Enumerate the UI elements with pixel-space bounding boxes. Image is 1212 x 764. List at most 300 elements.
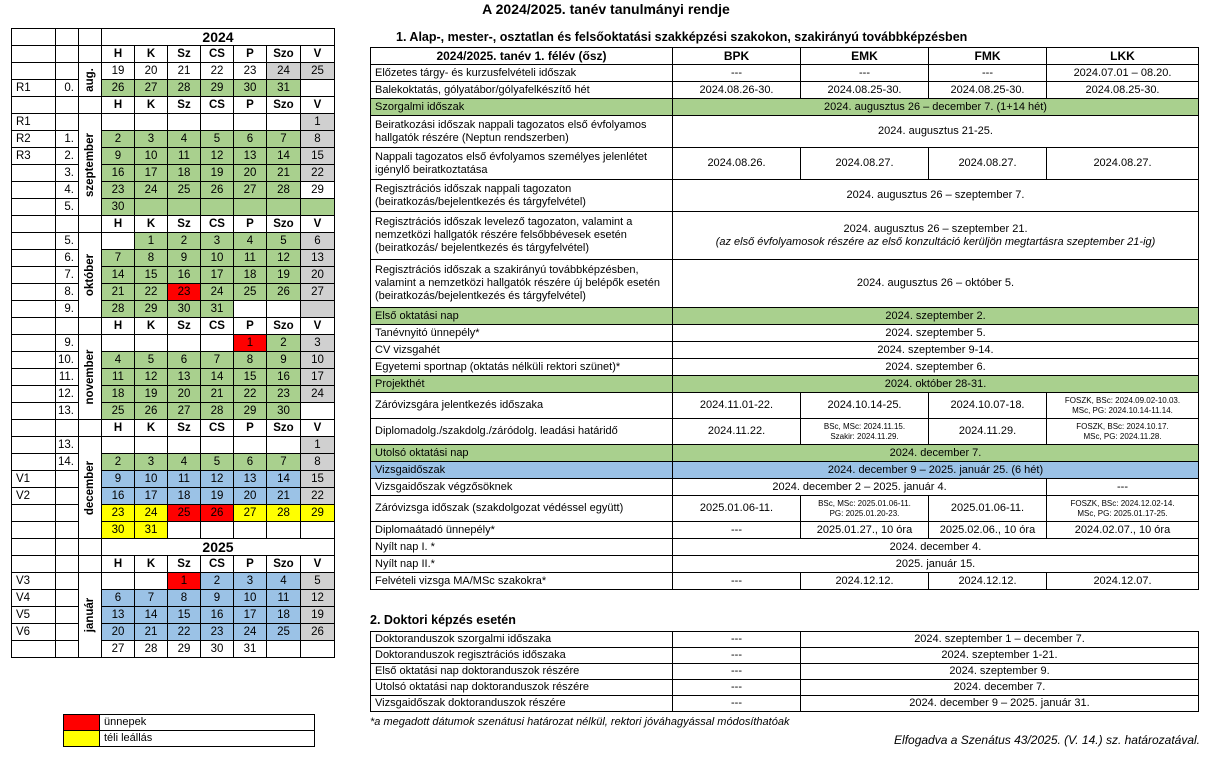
- day-cell: 20: [234, 488, 267, 505]
- column-header: LKK: [1047, 48, 1199, 65]
- day-cell: 17: [301, 369, 335, 386]
- day-cell: 28: [168, 80, 201, 97]
- column-header: EMK: [801, 48, 929, 65]
- cell-value: 2025.02.06., 10 óra: [929, 522, 1047, 539]
- day-cell: 31: [201, 301, 234, 318]
- day-cell: 3: [201, 233, 234, 250]
- day-cell: [102, 437, 135, 454]
- registration-code: [12, 233, 56, 250]
- registration-code: [12, 165, 56, 182]
- day-cell: 25: [168, 505, 201, 522]
- calendar-row: [12, 267, 335, 284]
- day-cell: 8: [168, 590, 201, 607]
- registration-code: [12, 267, 56, 284]
- month-label-text: január: [84, 597, 96, 633]
- day-cell: [301, 199, 335, 216]
- week-number: 5.: [56, 199, 79, 216]
- registration-code: [12, 63, 56, 80]
- day-cell: 31: [135, 522, 168, 539]
- calendar-row: [12, 420, 335, 437]
- cell-value: BSc, MSc: 2025.01.06-11. PG: 2025.01.20-23.: [801, 496, 929, 522]
- day-header: K: [135, 216, 168, 233]
- day-header: V: [301, 97, 335, 114]
- cell-value: ---: [673, 680, 801, 696]
- day-cell: 18: [267, 607, 301, 624]
- day-cell: 28: [267, 505, 301, 522]
- merged-value: 2024. december 4.: [673, 539, 1199, 556]
- row-label: Regisztrációs időszak a szakirányú továbbképzésben, valamint a nemzetközi hallgatók részére új belépők esetén (beiratkozás/bejelentkezés és tárgyfelvétel): [371, 260, 673, 308]
- cell-value: BSc, MSc: 2024.11.15. Szakir: 2024.11.29.: [801, 419, 929, 445]
- calendar-row: [12, 165, 335, 182]
- day-cell: 5: [201, 454, 234, 471]
- legend-label: téli leállás: [100, 731, 315, 747]
- day-cell: 16: [267, 369, 301, 386]
- row-label: Projekthét: [371, 376, 673, 393]
- day-cell: [168, 114, 201, 131]
- day-header: Sz: [168, 318, 201, 335]
- day-cell: 15: [301, 471, 335, 488]
- cell-value: 2024.12.12.: [801, 573, 929, 590]
- day-cell: 2: [102, 131, 135, 148]
- calendar-row: [12, 250, 335, 267]
- calendar-row: [12, 80, 335, 97]
- calendar-row: [12, 233, 335, 250]
- day-cell: 9: [102, 148, 135, 165]
- calendar-row: [12, 522, 335, 539]
- cell-value: 2025.01.06-11.: [673, 496, 801, 522]
- merged-value: 2024. szeptember 1-21.: [801, 648, 1199, 664]
- day-cell: 3: [301, 335, 335, 352]
- day-cell: 7: [267, 131, 301, 148]
- day-header: K: [135, 46, 168, 63]
- schedule-row: [371, 539, 1199, 556]
- month-label-text: szeptember: [84, 132, 96, 197]
- day-header: Sz: [168, 46, 201, 63]
- cal-blank: [56, 29, 79, 46]
- merged-value: 2024. december 9 – 2025. január 31.: [801, 696, 1199, 712]
- day-cell: 15: [168, 607, 201, 624]
- row-label: Diplomaátadó ünnepély*: [371, 522, 673, 539]
- day-header: P: [234, 420, 267, 437]
- day-cell: 26: [267, 284, 301, 301]
- day-cell: 10: [135, 148, 168, 165]
- cell-value: 2024.10.14-25.: [801, 393, 929, 419]
- day-cell: 27: [102, 641, 135, 658]
- day-cell: 23: [168, 284, 201, 301]
- registration-code: [12, 386, 56, 403]
- row-label: Nyílt nap I. *: [371, 539, 673, 556]
- calendar-row: [12, 131, 335, 148]
- week-number: [56, 573, 79, 590]
- cell-value: 2025.01.27., 10 óra: [801, 522, 929, 539]
- day-cell: 25: [102, 403, 135, 420]
- day-header: V: [301, 46, 335, 63]
- merged-value: 2024. december 2 – 2025. január 4.: [673, 479, 1047, 496]
- day-cell: 27: [234, 182, 267, 199]
- week-number: [56, 624, 79, 641]
- week-number: [56, 114, 79, 131]
- doctoral-row: [371, 632, 1199, 648]
- day-cell: [301, 641, 335, 658]
- schedule-row: [371, 462, 1199, 479]
- month-label-aug: [79, 63, 102, 97]
- calendar-row: [12, 63, 335, 80]
- cell-value: 2024.07.01 – 08.20.: [1047, 65, 1199, 82]
- day-cell: 2: [201, 573, 234, 590]
- row-label: Tanévnyitó ünnepély*: [371, 325, 673, 342]
- day-cell: 21: [201, 386, 234, 403]
- schedule-row: [371, 260, 1199, 308]
- day-cell: 24: [201, 284, 234, 301]
- cell-value: ---: [673, 696, 801, 712]
- merged-value: 2024. szeptember 9.: [801, 664, 1199, 680]
- day-cell: 19: [201, 165, 234, 182]
- day-cell: 19: [267, 267, 301, 284]
- legend: [63, 714, 315, 747]
- day-cell: [168, 199, 201, 216]
- merged-value: 2024. december 9 – 2025. január 25. (6 hét): [673, 462, 1199, 479]
- cal-blank: [12, 539, 56, 556]
- day-cell: 22: [135, 284, 168, 301]
- day-header: CS: [201, 556, 234, 573]
- registration-code: V4: [12, 590, 56, 607]
- row-label: Regisztrációs időszak levelező tagozaton, valamint a nemzetközi hallgatók részére felsőbbévesek esetén (beiratkozás/ bejelentkezés és tárgyfelvétel): [371, 212, 673, 260]
- day-cell: 20: [234, 165, 267, 182]
- week-number: [56, 471, 79, 488]
- cal-blank: [56, 556, 79, 573]
- day-cell: 20: [301, 267, 335, 284]
- week-number: [56, 607, 79, 624]
- day-header: H: [102, 46, 135, 63]
- cal-blank: [12, 216, 56, 233]
- day-cell: 27: [234, 505, 267, 522]
- day-cell: 27: [168, 403, 201, 420]
- day-cell: 4: [168, 454, 201, 471]
- cal-blank: [79, 97, 102, 114]
- merged-value: 2024. szeptember 1 – december 7.: [801, 632, 1199, 648]
- day-cell: 26: [301, 624, 335, 641]
- cal-blank: [79, 539, 102, 556]
- schedule-row: [371, 116, 1199, 148]
- day-header: P: [234, 556, 267, 573]
- merged-value: 2024. szeptember 5.: [673, 325, 1199, 342]
- day-header: K: [135, 556, 168, 573]
- day-cell: 12: [301, 590, 335, 607]
- row-label: Beiratkozási időszak nappali tagozatos első évfolyamos hallgatók részére (Neptun rendszerben): [371, 116, 673, 148]
- day-cell: 16: [201, 607, 234, 624]
- day-cell: 6: [301, 233, 335, 250]
- day-cell: 5: [267, 233, 301, 250]
- day-header: CS: [201, 46, 234, 63]
- day-header: Sz: [168, 97, 201, 114]
- day-cell: [168, 522, 201, 539]
- day-cell: [102, 114, 135, 131]
- cell-value: 2025.01.06-11.: [929, 496, 1047, 522]
- cal-blank: [12, 318, 56, 335]
- calendar-row: [12, 556, 335, 573]
- cell-value: 2024.02.07., 10 óra: [1047, 522, 1199, 539]
- week-number: 5.: [56, 233, 79, 250]
- week-number: [56, 63, 79, 80]
- day-cell: 26: [201, 182, 234, 199]
- day-cell: 17: [201, 267, 234, 284]
- day-cell: 10: [135, 471, 168, 488]
- day-cell: 4: [267, 573, 301, 590]
- day-cell: 28: [102, 301, 135, 318]
- day-cell: 19: [301, 607, 335, 624]
- cell-value: 2024.08.27.: [801, 148, 929, 180]
- cell-value: 2024.08.26-30.: [673, 82, 801, 99]
- row-label: Utolsó oktatási nap: [371, 445, 673, 462]
- day-cell: [267, 114, 301, 131]
- section2-title: 2. Doktori képzés esetén: [370, 613, 516, 627]
- day-cell: 22: [201, 63, 234, 80]
- row-label: Diplomadolg./szakdolg./záródolg. leadási határidő: [371, 419, 673, 445]
- day-cell: 14: [201, 369, 234, 386]
- day-cell: 16: [102, 488, 135, 505]
- day-header: Szo: [267, 97, 301, 114]
- calendar-row: [12, 590, 335, 607]
- day-cell: [135, 335, 168, 352]
- cell-value: 2024.12.07.: [1047, 573, 1199, 590]
- day-header: Szo: [267, 216, 301, 233]
- day-cell: 22: [168, 624, 201, 641]
- day-header: H: [102, 556, 135, 573]
- day-cell: 17: [135, 165, 168, 182]
- day-cell: 2: [168, 233, 201, 250]
- day-cell: 30: [267, 403, 301, 420]
- day-cell: 18: [234, 267, 267, 284]
- day-cell: 26: [201, 505, 234, 522]
- row-label: Utolsó oktatási nap doktoranduszok részére: [371, 680, 673, 696]
- week-number: 13.: [56, 437, 79, 454]
- day-cell: 10: [234, 590, 267, 607]
- cal-blank: [79, 216, 102, 233]
- merged-value: 2024. szeptember 9-14.: [673, 342, 1199, 359]
- day-header: H: [102, 216, 135, 233]
- schedule-row: [371, 180, 1199, 212]
- day-cell: 20: [135, 63, 168, 80]
- calendar-row: [12, 29, 335, 46]
- merged-value: 2024. augusztus 21-25.: [673, 116, 1199, 148]
- day-cell: 21: [135, 624, 168, 641]
- day-cell: 7: [135, 590, 168, 607]
- value-note: (az első évfolyamosok részére az első konzultáció kerüljön megtartásra szeptember 21-ig): [715, 235, 1156, 248]
- registration-code: [12, 437, 56, 454]
- week-number: 11.: [56, 369, 79, 386]
- day-cell: 19: [201, 488, 234, 505]
- calendar-row: [12, 607, 335, 624]
- day-cell: 26: [102, 80, 135, 97]
- day-cell: 2: [267, 335, 301, 352]
- week-number: 10.: [56, 352, 79, 369]
- schedule-row: [371, 445, 1199, 462]
- schedule-row: [371, 82, 1199, 99]
- doctoral-table: [370, 631, 1199, 712]
- day-cell: 17: [234, 607, 267, 624]
- merged-value: 2024. december 7.: [673, 445, 1199, 462]
- day-header: V: [301, 318, 335, 335]
- registration-code: V2: [12, 488, 56, 505]
- day-cell: 1: [301, 114, 335, 131]
- row-label: Regisztrációs időszak nappali tagozaton (beiratkozás/bejelentkezés és tárgyfelvétel): [371, 180, 673, 212]
- day-cell: 3: [234, 573, 267, 590]
- day-cell: 5: [201, 131, 234, 148]
- registration-code: R1: [12, 80, 56, 97]
- day-cell: 5: [135, 352, 168, 369]
- day-cell: [301, 301, 335, 318]
- day-cell: [102, 335, 135, 352]
- day-cell: 9: [102, 471, 135, 488]
- cal-blank: [79, 29, 102, 46]
- day-cell: 30: [102, 199, 135, 216]
- cell-value: 2024.08.25-30.: [801, 82, 929, 99]
- day-cell: 13: [168, 369, 201, 386]
- doctoral-row: [371, 680, 1199, 696]
- day-header: V: [301, 216, 335, 233]
- day-cell: 13: [301, 250, 335, 267]
- month-label-text: aug.: [84, 67, 96, 92]
- day-cell: 7: [267, 454, 301, 471]
- calendar-row: [12, 148, 335, 165]
- cell-value: ---: [1047, 479, 1199, 496]
- day-header: V: [301, 420, 335, 437]
- day-cell: [168, 437, 201, 454]
- row-label: Doktoranduszok szorgalmi időszaka: [371, 632, 673, 648]
- cal-blank: [56, 318, 79, 335]
- day-cell: 11: [168, 471, 201, 488]
- row-label: Első oktatási nap: [371, 308, 673, 325]
- day-header: H: [102, 318, 135, 335]
- row-label: Vizsgaidőszak doktoranduszok részére: [371, 696, 673, 712]
- cell-value: 2024.08.27.: [1047, 148, 1199, 180]
- merged-value: 2024. augusztus 26 – szeptember 21. (az első évfolyamosok részére az első konzultáció kerüljön megtartásra szeptember 21-ig): [673, 212, 1199, 260]
- day-cell: 19: [135, 386, 168, 403]
- cell-value: 2024.08.27.: [929, 148, 1047, 180]
- day-cell: 21: [168, 63, 201, 80]
- day-header: CS: [201, 97, 234, 114]
- day-header: K: [135, 97, 168, 114]
- registration-code: V3: [12, 573, 56, 590]
- calendar-row: [12, 641, 335, 658]
- day-cell: 13: [102, 607, 135, 624]
- day-cell: [234, 437, 267, 454]
- day-header: Sz: [168, 216, 201, 233]
- day-cell: 27: [135, 80, 168, 97]
- day-cell: 1: [301, 437, 335, 454]
- week-number: [56, 488, 79, 505]
- day-cell: 4: [102, 352, 135, 369]
- registration-code: V6: [12, 624, 56, 641]
- day-header: P: [234, 97, 267, 114]
- day-header: CS: [201, 318, 234, 335]
- day-cell: 26: [135, 403, 168, 420]
- day-cell: 22: [301, 165, 335, 182]
- day-cell: 29: [234, 403, 267, 420]
- schedule-row: [371, 496, 1199, 522]
- day-cell: 25: [267, 624, 301, 641]
- day-cell: 12: [201, 148, 234, 165]
- day-cell: [234, 301, 267, 318]
- day-cell: 1: [168, 573, 201, 590]
- day-cell: 15: [234, 369, 267, 386]
- merged-value: 2024. szeptember 2.: [673, 308, 1199, 325]
- registration-code: [12, 284, 56, 301]
- week-number: 13.: [56, 403, 79, 420]
- week-number: 9.: [56, 335, 79, 352]
- day-cell: [234, 522, 267, 539]
- cell-value: 2024.12.12.: [929, 573, 1047, 590]
- day-cell: 29: [301, 182, 335, 199]
- day-header: H: [102, 420, 135, 437]
- day-cell: 21: [102, 284, 135, 301]
- day-cell: 14: [267, 471, 301, 488]
- cal-blank: [56, 46, 79, 63]
- row-label: Előzetes tárgy- és kurzusfelvételi időszak: [371, 65, 673, 82]
- schedule-row: [371, 573, 1199, 590]
- cal-blank: [12, 556, 56, 573]
- day-cell: [234, 114, 267, 131]
- day-cell: 27: [301, 284, 335, 301]
- day-cell: 6: [234, 454, 267, 471]
- cell-value: ---: [929, 65, 1047, 82]
- schedule-table: [370, 47, 1199, 590]
- day-cell: 13: [234, 471, 267, 488]
- day-cell: 4: [168, 131, 201, 148]
- cell-value: FOSZK, BSc: 2024.10.17. MSc, PG: 2024.11.28.: [1047, 419, 1199, 445]
- day-cell: 29: [201, 80, 234, 97]
- day-cell: 25: [301, 63, 335, 80]
- day-cell: 8: [135, 250, 168, 267]
- cell-value: FOSZK, BSc: 2024.09.02-10.03. MSc, PG: 2024.10.14-11.14.: [1047, 393, 1199, 419]
- merged-value: 2025. január 15.: [673, 556, 1199, 573]
- day-header: Szo: [267, 420, 301, 437]
- calendar-row: [12, 301, 335, 318]
- week-number: [56, 505, 79, 522]
- registration-code: [12, 250, 56, 267]
- day-header: H: [102, 97, 135, 114]
- day-cell: [301, 80, 335, 97]
- day-cell: 6: [234, 131, 267, 148]
- page-title: A 2024/2025. tanév tanulmányi rendje: [482, 1, 730, 17]
- day-cell: [168, 335, 201, 352]
- day-cell: [135, 437, 168, 454]
- calendar-row: [12, 216, 335, 233]
- legend-label: ünnepek: [100, 715, 315, 731]
- cal-blank: [56, 216, 79, 233]
- row-label: Nyílt nap II.*: [371, 556, 673, 573]
- day-cell: 14: [135, 607, 168, 624]
- day-cell: 31: [234, 641, 267, 658]
- registration-code: R3: [12, 148, 56, 165]
- calendar-row: [12, 505, 335, 522]
- day-cell: 23: [234, 63, 267, 80]
- day-cell: 25: [168, 182, 201, 199]
- merged-value: 2024. augusztus 26 – szeptember 7.: [673, 180, 1199, 212]
- day-cell: 29: [301, 505, 335, 522]
- day-cell: 28: [267, 182, 301, 199]
- schedule-row: [371, 99, 1199, 116]
- cell-value: ---: [673, 664, 801, 680]
- merged-value: 2024. szeptember 6.: [673, 359, 1199, 376]
- month-label-szep: [79, 114, 102, 216]
- day-cell: [201, 437, 234, 454]
- day-header: Sz: [168, 556, 201, 573]
- day-cell: 24: [135, 505, 168, 522]
- week-number: [56, 590, 79, 607]
- day-cell: 9: [267, 352, 301, 369]
- section1-title: 1. Alap-, mester-, osztatlan és felsőoktatási szakképzési szakokon, szakirányú továbbképzésben: [396, 30, 968, 44]
